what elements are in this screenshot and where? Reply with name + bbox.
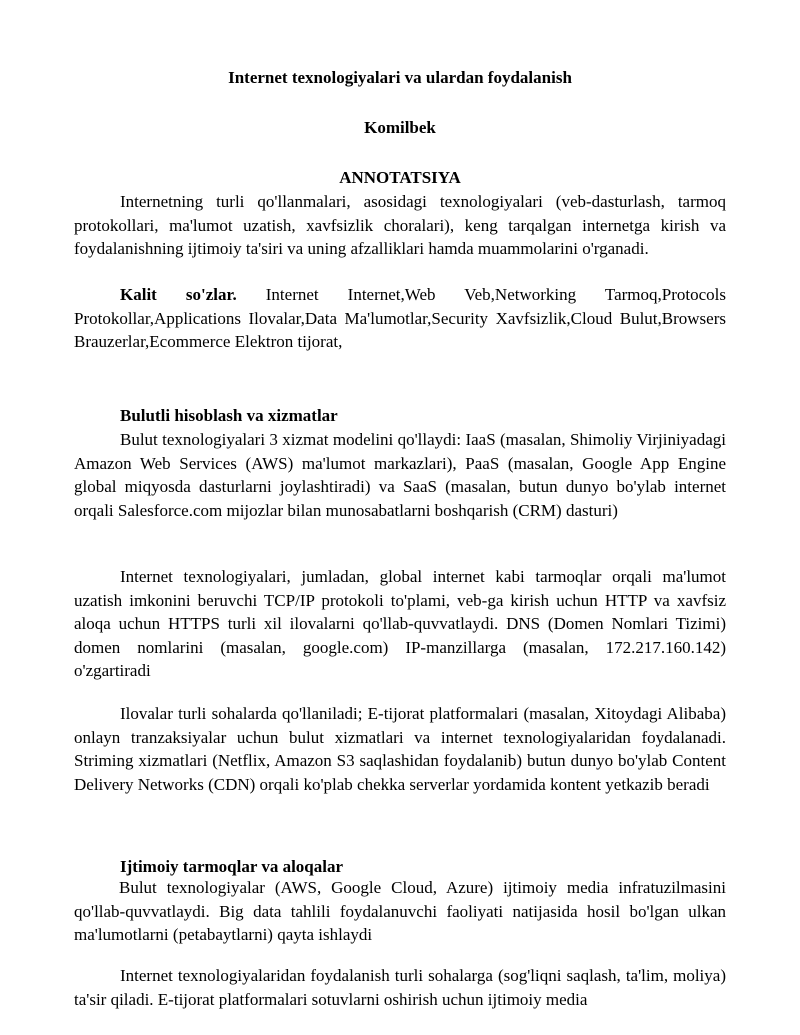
paragraph-text: Internet texnologiyalaridan foydalanish turli sohalarga (sog'liqni saqlash, ta'lim, moliya) ta'sir qiladi. E-tijorat platformalari sotuvlarni oshirish uchun ijtimoiy media	[74, 966, 726, 1009]
paragraph-text: Internet texnologiyalari, jumladan, global internet kabi tarmoqlar orqali ma'lumot uzatish imkonini beruvchi TCP/IP protokoli to'plami, veb-ga kirish uchun HTTP va xavfsiz aloqa uchun HTTPS turli xil ilovalarni qo'llab-quvvatlaydi. DNS (Domen Nomlari Tizimi) domen nomlarini (masalan, google.com) IP-manzillarga (masalan, 172.217.160.142) o'zgartiradi	[74, 567, 726, 680]
social-paragraph-1	[74, 876, 726, 947]
paragraph-text: Bulut texnologiyalar (AWS, Google Cloud, Azure) ijtimoiy media infratuzilmasini qo'llab-quvvatlaydi. Big data tahlili foydalanuvchi faoliyati natijasida hosil bo'lgan ulkan ma'lumotlarni (petabaytlarni) qayta ishlaydi	[74, 878, 726, 944]
section-heading-social: Ijtimoiy tarmoqlar va aloqalar	[120, 857, 344, 876]
annotation-text: Internetning turli qo'llanmalari, asosidagi texnologiyalari (veb-dasturlash, tarmoq protokollari, ma'lumot uzatish, xavfsizlik choralari), keng tarqalgan internetga kirish va foydalanishning ijtimoiy ta'siri va uning afzalliklari hamda muammolarini o'rganadi.	[74, 192, 726, 258]
document-author: Komilbek	[364, 118, 436, 137]
keywords-label: Kalit so'zlar.	[120, 285, 237, 304]
social-paragraph-2	[74, 964, 726, 1011]
cloud-paragraph-1	[74, 428, 726, 522]
cloud-paragraph-2	[74, 565, 726, 683]
document-title: Internet texnologiyalari va ulardan foydalanish	[228, 68, 572, 87]
paragraph-text: Ilovalar turli sohalarda qo'llaniladi; E-tijorat platformalari (masalan, Xitoydagi Alibaba) onlayn tranzaksiyalar uchun bulut xizmatlari va internet texnologiyalaridan foydalanadi. Striming xizmatlari (Netflix, Amazon S3 saqlashidan foydalanib) butun dunyo bo'ylab Content Delivery Networks (CDN) orqali ko'plab chekka serverlar yordamida kontent yetkazib beradi	[74, 704, 726, 794]
annotation-heading: ANNOTATSIYA	[339, 168, 461, 187]
paragraph-text: Bulut texnologiyalari 3 xizmat modelini qo'llaydi: IaaS (masalan, Shimoliy Virjiniyadagi Amazon Web Services (AWS) ma'lumot markazlari), PaaS (masalan, Google App Engine global miqyosda dasturlarni joylashtiradi) va SaaS (masalan, butun dunyo bo'ylab internet orqali Salesforce.com mijozlar bilan munosabatlarni boshqarish (CRM) dasturi)	[74, 430, 726, 520]
cloud-paragraph-3	[74, 702, 726, 796]
keywords-paragraph	[74, 283, 726, 354]
keywords-text: Internet Internet,Web Veb,Networking Tarmoq,Protocols Protokollar,Applications Ilovalar,Data Ma'lumotlar,Security Xavfsizlik,Cloud Bulut,Browsers Brauzerlar,Ecommerce Elektron tijorat,	[74, 285, 726, 351]
section-heading-cloud: Bulutli hisoblash va xizmatlar	[120, 406, 338, 425]
annotation-paragraph	[74, 190, 726, 261]
